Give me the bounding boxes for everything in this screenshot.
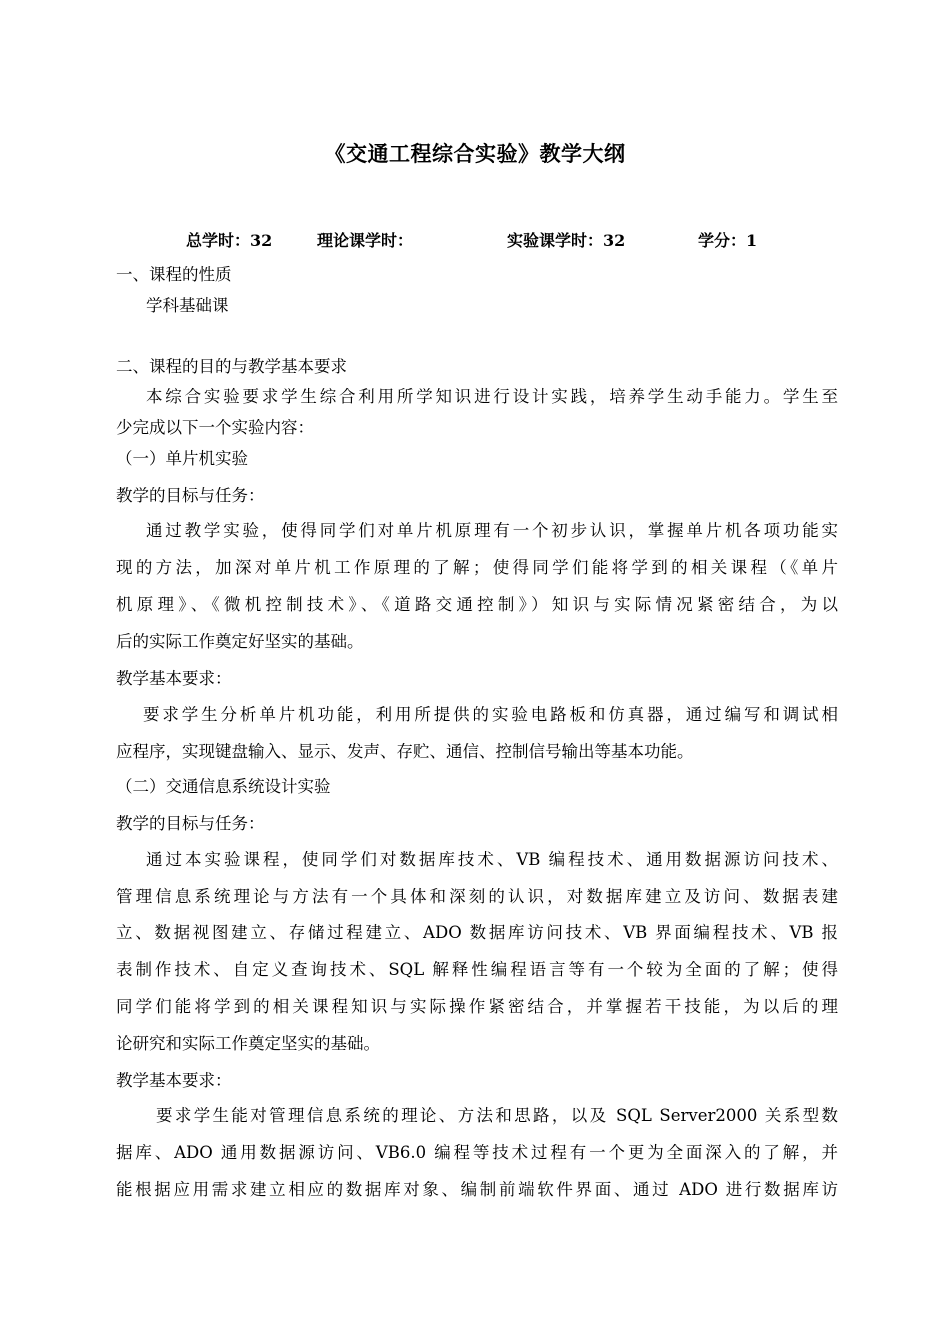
exp2-goal-line: 表制作技术、自定义查询技术、SQL 解释性编程语言等有一个较为全面的了解；使得 [116,960,838,979]
document-title: 《交通工程综合实验》教学大纲 [324,141,626,166]
total-hours: 总学时：32 [186,231,273,250]
exp1-goal-line: 现的方法，加深对单片机工作原理的了解；使得同学们能将学到的相关课程（《单片 [116,558,838,577]
exp1-goal-line: 机原理》、《微机控制技术》、《道路交通控制》）知识与实际情况紧密结合，为以 [116,595,838,614]
section2-intro-line: 少完成以下一个实验内容： [116,418,314,437]
exp2-title: （二）交通信息系统设计实验 [116,777,331,796]
exp2-req-line: 能根据应用需求建立相应的数据库对象、编制前端软件界面、通过 ADO 进行数据库访 [116,1180,838,1199]
section2-intro-line: 本综合实验要求学生综合利用所学知识进行设计实践，培养学生动手能力。学生至 [146,387,838,406]
exp2-req-line: 据库、ADO 通用数据源访问、VB6.0 编程等技术过程有一个更为全面深入的了解，并 [116,1143,838,1162]
exp1-goal-label: 教学的目标与任务： [116,486,265,505]
course-hours-row [0,228,950,252]
exp2-goal-line: 论研究和实际工作奠定坚实的基础。 [116,1034,380,1053]
exp1-goal-line: 通过教学实验，使得同学们对单片机原理有一个初步认识，掌握单片机各项功能实 [146,521,838,540]
exp2-goal-line: 通过本实验课程，使同学们对数据库技术、VB 编程技术、通用数据源访问技术、 [146,850,838,869]
exp2-goal-line: 同学们能将学到的相关课程知识与实际操作紧密结合，并掌握若干技能，为以后的理 [116,997,838,1016]
exp2-req-label: 教学基本要求： [116,1071,232,1090]
exp2-req-line: 要求学生能对管理信息系统的理论、方法和思路，以及 SQL Server2000 关系型数 [156,1106,838,1125]
exp2-goal-line: 立、数据视图建立、存储过程建立、ADO 数据库访问技术、VB 界面编程技术、VB 报 [116,923,838,942]
exp1-req-label: 教学基本要求： [116,669,232,688]
exp2-goal-line: 管理信息系统理论与方法有一个具体和深刻的认识，对数据库建立及访问、数据表建 [116,887,838,906]
exp1-title: （一）单片机实验 [116,449,248,468]
credits: 学分：1 [698,231,758,250]
section2-heading: 二、课程的目的与教学基本要求 [116,357,347,376]
section1-body: 学科基础课 [146,296,229,315]
exp1-req-line: 要求学生分析单片机功能，利用所提供的实验电路板和仿真器，通过编写和调试相 [143,705,838,724]
exp2-goal-label: 教学的目标与任务： [116,814,265,833]
section1-heading: 一、课程的性质 [116,265,232,284]
exp1-req-line: 应程序，实现键盘输入、显示、发声、存贮、通信、控制信号输出等基本功能。 [116,742,694,761]
theory-hours: 理论课学时： [317,231,414,250]
lab-hours: 实验课学时：32 [507,231,626,250]
exp1-goal-line: 后的实际工作奠定好坚实的基础。 [116,632,364,651]
